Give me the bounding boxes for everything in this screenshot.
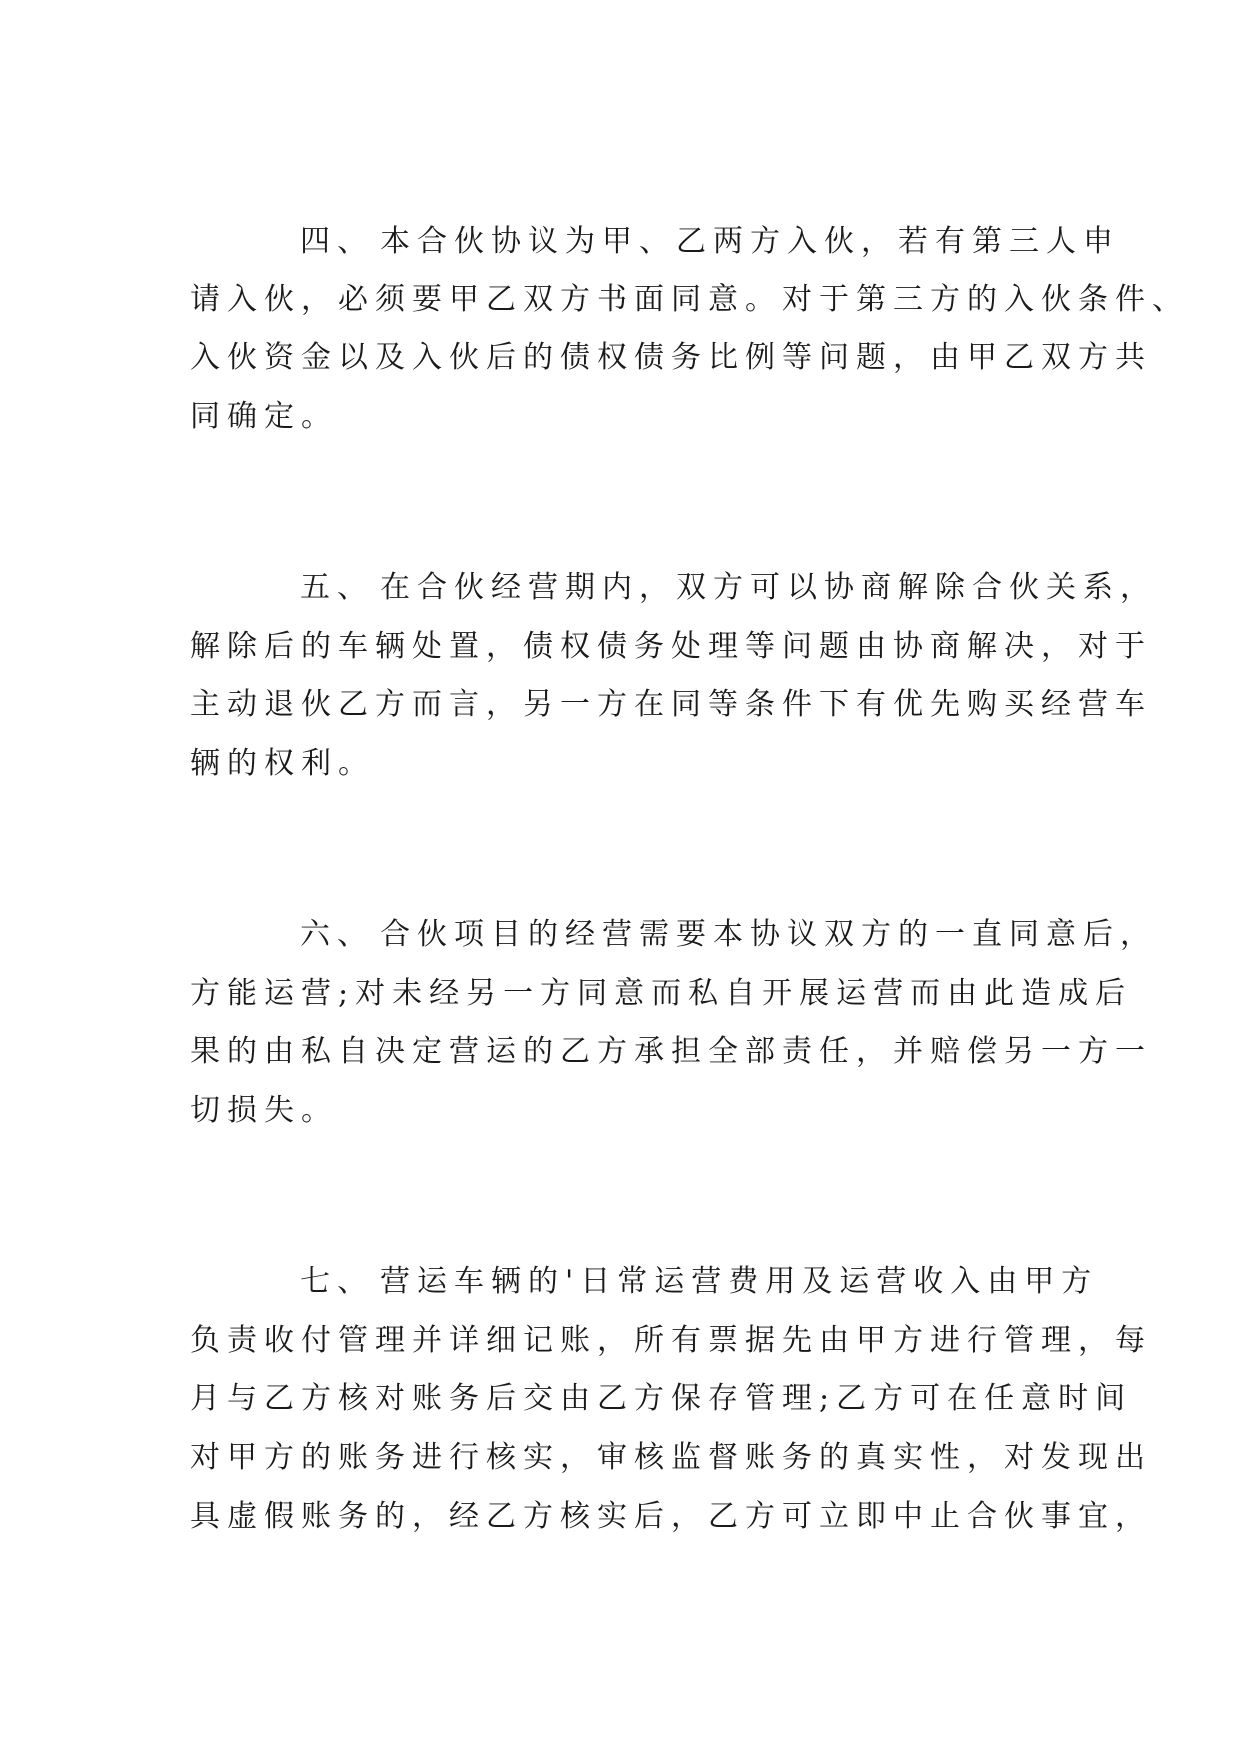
paragraph-line: 辆的权利。 (190, 746, 375, 781)
paragraph-line: 四、 本合伙协议为甲、乙两方入伙，若有第三人申 (190, 222, 1070, 262)
paragraph-line: 切损失。 (190, 1093, 338, 1128)
paragraph-line: 解除后的车辆处置，债权债务处理等问题由协商解决，对于 (190, 629, 1152, 664)
paragraph-line: 六、 合伙项目的经营需要本协议双方的一直同意后， (190, 915, 1070, 955)
paragraph-line: 具虚假账务的，经乙方核实后，乙方可立即中止合伙事宜， (190, 1499, 1152, 1534)
section-number: 七、 (300, 1264, 374, 1299)
paragraph-line: 五、 在合伙经营期内，双方可以协商解除合伙关系， (190, 568, 1070, 608)
section-number: 六、 (300, 917, 374, 952)
paragraph-line: 请入伙，必须要甲乙双方书面同意。对于第三方的入伙条件、 (190, 282, 1189, 317)
paragraph-line: 主动退伙乙方而言，另一方在同等条件下有优先购买经营车 (190, 687, 1152, 722)
paragraph-line: 方能运营;对未经另一方同意而私自开展运营而由此造成后 (190, 976, 1133, 1011)
section-number: 四、 (300, 224, 374, 259)
paragraph-line: 果的由私自决定营运的乙方承担全部责任，并赔偿另一方一 (190, 1034, 1152, 1069)
paragraph-line: 月与乙方核对账务后交由乙方保存管理;乙方可在任意时间 (190, 1381, 1133, 1416)
paragraph-line: 七、 营运车辆的'日常运营费用及运营收入由甲方 (190, 1262, 1070, 1302)
paragraph-line: 对甲方的账务进行核实，审核监督账务的真实性，对发现出 (190, 1440, 1152, 1475)
paragraph-line: 负责收付管理并详细记账，所有票据先由甲方进行管理，每 (190, 1323, 1152, 1358)
paragraph-line: 同确定。 (190, 399, 338, 434)
section-number: 五、 (300, 570, 374, 605)
paragraph-line: 入伙资金以及入伙后的债权债务比例等问题，由甲乙双方共 (190, 340, 1152, 375)
